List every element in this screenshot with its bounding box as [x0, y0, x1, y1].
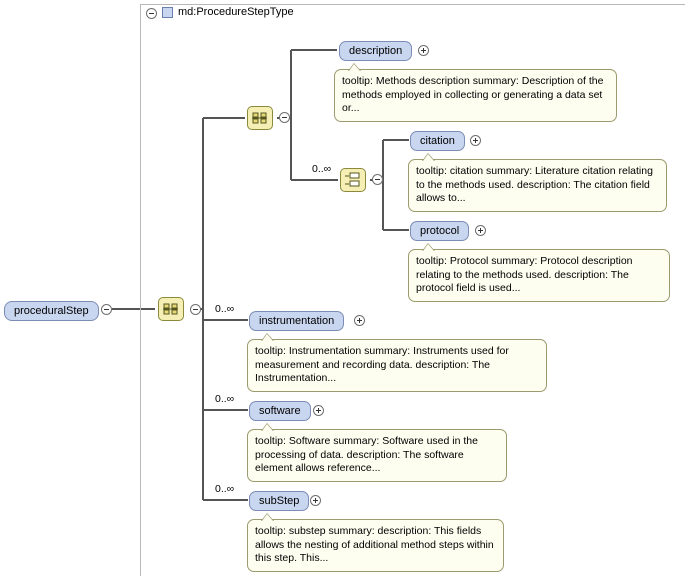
expand-toggle-protocol[interactable]: [475, 225, 486, 236]
sequence-compositor-root[interactable]: [158, 297, 184, 321]
occurrence-instrumentation: 0..∞: [215, 303, 235, 315]
choice-compositor[interactable]: [340, 168, 366, 192]
node-citation[interactable]: citation: [410, 131, 465, 151]
choice-icon: [344, 172, 362, 188]
expand-toggle-instrumentation[interactable]: [354, 315, 365, 326]
node-software[interactable]: software: [249, 401, 311, 421]
occurrence-substep: 0..∞: [215, 483, 235, 495]
expand-toggle-substep[interactable]: [310, 495, 321, 506]
tooltip-citation: tooltip: citation summary: Literature citation relating to the methods used. description: The citation field allows to...: [408, 159, 667, 212]
collapse-toggle-type[interactable]: [146, 8, 157, 19]
expand-toggle-software[interactable]: [313, 405, 324, 416]
sequence-compositor-inner[interactable]: [247, 106, 273, 130]
node-description[interactable]: description: [339, 41, 412, 61]
tooltip-instrumentation: tooltip: Instrumentation summary: Instruments used for measurement and recording data. description: The Instrumentation...: [247, 339, 547, 392]
tooltip-substep: tooltip: substep summary: description: This fields allows the nesting of additional method steps within this step. This...: [247, 519, 504, 572]
node-instrumentation[interactable]: instrumentation: [249, 311, 344, 331]
complextype-title: md:ProcedureStepType: [178, 6, 294, 18]
collapse-toggle-inner-sequence[interactable]: [279, 112, 290, 123]
collapse-toggle-choice[interactable]: [372, 174, 383, 185]
expand-toggle-citation[interactable]: [470, 135, 481, 146]
sequence-icon: [251, 110, 269, 126]
node-substep[interactable]: subStep: [249, 491, 309, 511]
sequence-icon: [162, 301, 180, 317]
tooltip-protocol: tooltip: Protocol summary: Protocol description relating to the methods used. description: The protocol field is used...: [408, 249, 670, 302]
collapse-toggle-proceduralstep[interactable]: [101, 304, 112, 315]
expand-toggle-description[interactable]: [418, 45, 429, 56]
node-proceduralstep[interactable]: proceduralStep: [4, 301, 99, 321]
collapse-toggle-root-sequence[interactable]: [190, 304, 201, 315]
tooltip-description: tooltip: Methods description summary: Description of the methods employed in collecting or generating a data set or...: [334, 69, 617, 122]
occurrence-software: 0..∞: [215, 393, 235, 405]
complextype-header: [146, 6, 294, 18]
occurrence-citation: 0..∞: [312, 163, 332, 175]
type-swatch-icon: [162, 7, 173, 18]
tooltip-software: tooltip: Software summary: Software used in the processing of data. description: The software element allows reference...: [247, 429, 507, 482]
node-protocol[interactable]: protocol: [410, 221, 469, 241]
